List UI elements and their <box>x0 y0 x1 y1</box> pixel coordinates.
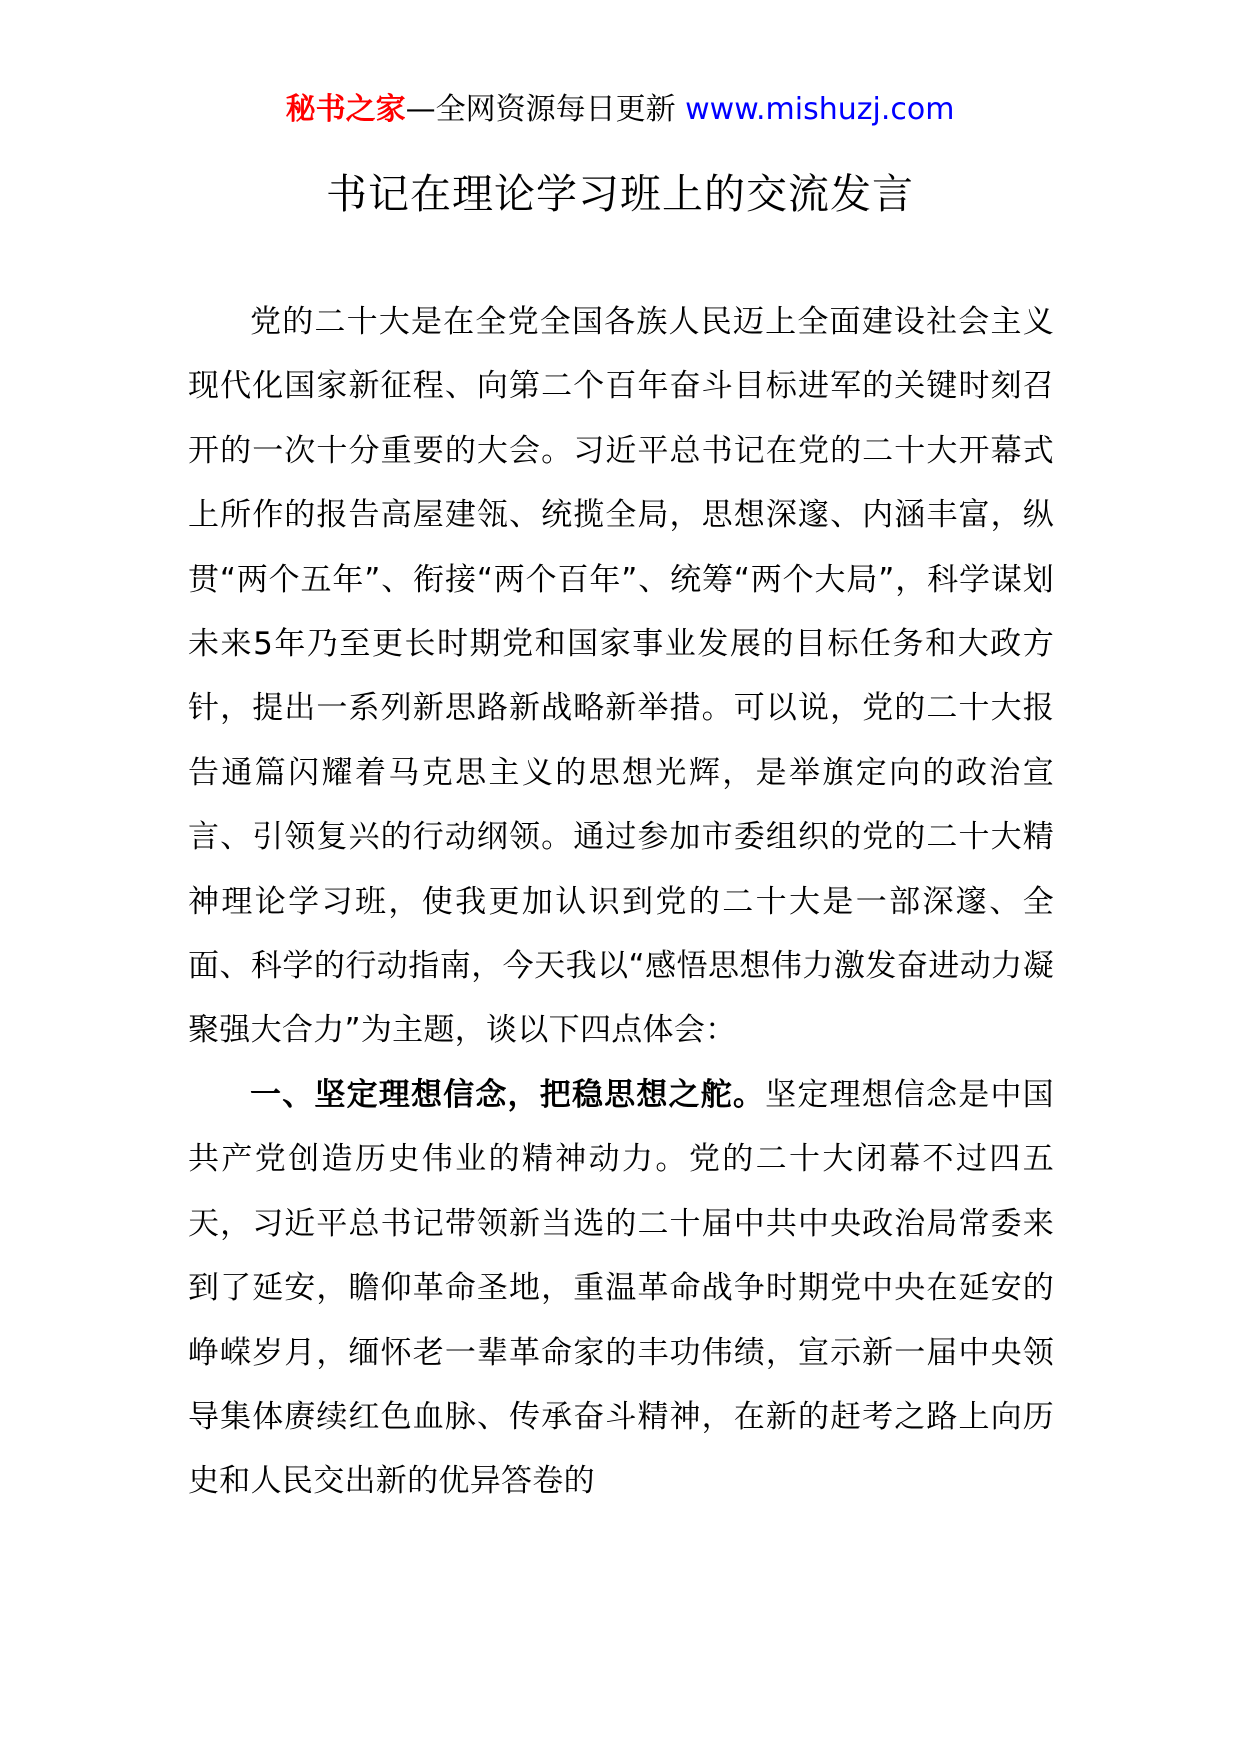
paragraph-text: 党的二十大是在全党全国各族人民迈上全面建设社会主义现代化国家新征程、向第二个百年奋斗目标进军的关键时刻召开的一次十分重要的大会。习近平总书记在党的二十大开幕式上所作的报告高屋建瓴、统揽全局，思想深邃、内涵丰富，纵贯“两个五年”、衔接“两个百年”、统筹“两个大局”，科学谋划未来5年乃至更长时期党和国家事业发展的目标任务和大政方针，提出一系列新思路新战略新举措。可以说，党的二十大报告通篇闪耀着马克思主义的思想光辉，是举旗定向的政治宣言、引领复兴的行动纲领。通过参加市委组织的党的二十大精神理论学习班，使我更加认识到党的二十大是一部深邃、全面、科学的行动指南，今天我以“感悟思想伟力激发奋进动力凝聚强大合力”为主题，谈以下四点体会： <box>188 304 1054 1049</box>
paragraph-lead: 一、坚定理想信念，把稳思想之舵。 <box>250 1076 766 1113</box>
paragraph-intro <box>188 290 1054 1063</box>
brand-name: 秘书之家 <box>285 92 406 127</box>
document-title: 书记在理论学习班上的交流发言 <box>326 170 914 218</box>
site-header <box>0 92 1240 128</box>
paragraph-text: 坚定理想信念是中国共产党创造历史伟业的精神动力。党的二十大闭幕不过四五天，习近平总书记带领新当选的二十届中共中央政治局常委来到了延安，瞻仰革命圣地，重温革命战争时期党中央在延安的峥嵘岁月，缅怀老一辈革命家的丰功伟绩，宣示新一届中央领导集体赓续红色血脉、传承奋斗精神，在新的赶考之路上向历史和人民交出新的优异答卷的 <box>188 1076 1054 1500</box>
paragraph-section-one <box>188 1063 1054 1514</box>
header-tagline: —全网资源每日更新 <box>405 92 686 127</box>
document-body <box>188 290 1054 1514</box>
site-url-link[interactable]: www.mishuzj.com <box>685 92 955 127</box>
